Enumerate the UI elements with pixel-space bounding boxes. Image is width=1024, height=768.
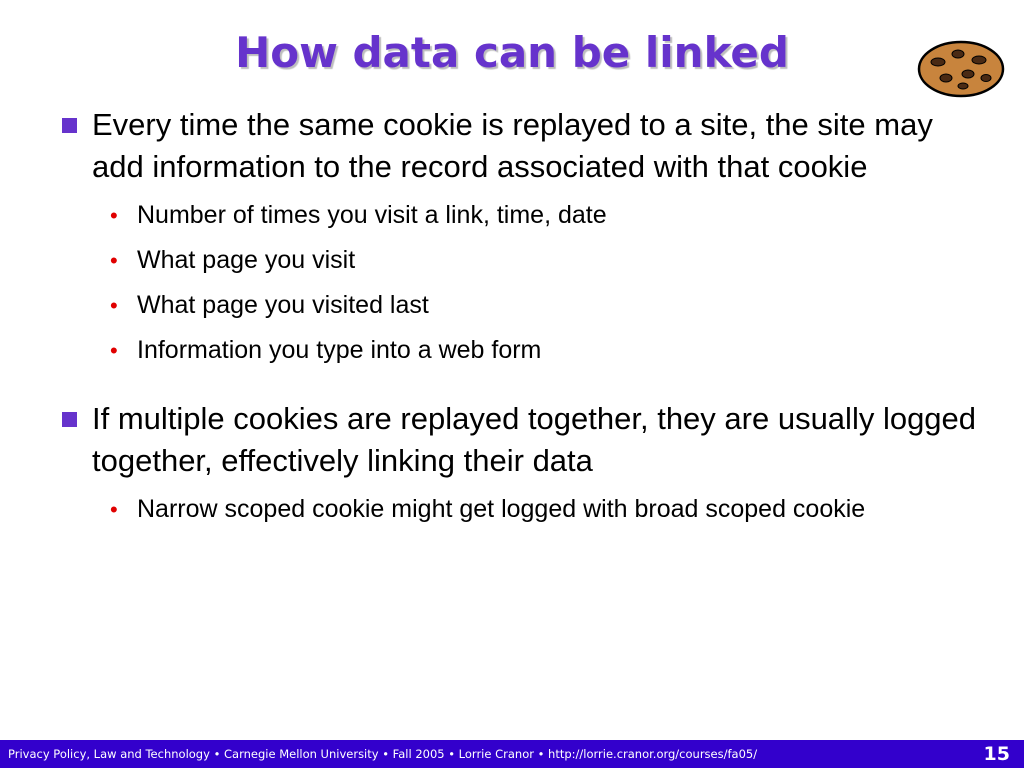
bullet-item xyxy=(56,104,986,188)
footer-text: Privacy Policy, Law and Technology • Carnegie Mellon University • Fall 2005 • Lorrie Cranor • http://lorrie.cranor.org/courses/fa05/ xyxy=(8,747,758,761)
bullet-text: Every time the same cookie is replayed to a site, the site may add information to the record associated with that cookie xyxy=(92,107,933,184)
sub-bullet-text: What page you visited last xyxy=(137,291,429,319)
sub-bullet-item xyxy=(56,243,986,278)
dot-bullet-icon: • xyxy=(110,497,118,522)
dot-bullet-icon: • xyxy=(110,293,118,318)
bullet-text: If multiple cookies are replayed together, they are usually logged together, effectively linking their data xyxy=(92,401,977,478)
page-number: 15 xyxy=(983,743,1010,765)
square-bullet-icon xyxy=(62,412,77,427)
sub-bullet-item xyxy=(56,492,986,527)
cookie-icon xyxy=(916,38,1006,98)
slide-content xyxy=(56,104,986,537)
square-bullet-icon xyxy=(62,118,77,133)
slide-footer xyxy=(0,740,1024,768)
sub-bullet-item xyxy=(56,288,986,323)
sub-bullet-item xyxy=(56,333,986,368)
sub-bullet-list xyxy=(56,492,986,527)
dot-bullet-icon: • xyxy=(110,338,118,363)
dot-bullet-icon: • xyxy=(110,248,118,273)
sub-bullet-text: Number of times you visit a link, time, date xyxy=(137,201,607,229)
sub-bullet-text: Information you type into a web form xyxy=(137,336,542,364)
sub-bullet-text: What page you visit xyxy=(137,246,356,274)
slide-title: How data can be linked xyxy=(235,28,789,77)
dot-bullet-icon: • xyxy=(110,203,118,228)
bullet-item xyxy=(56,398,986,482)
sub-bullet-list xyxy=(56,198,986,368)
sub-bullet-item xyxy=(56,198,986,233)
sub-bullet-text: Narrow scoped cookie might get logged with broad scoped cookie xyxy=(137,495,866,523)
